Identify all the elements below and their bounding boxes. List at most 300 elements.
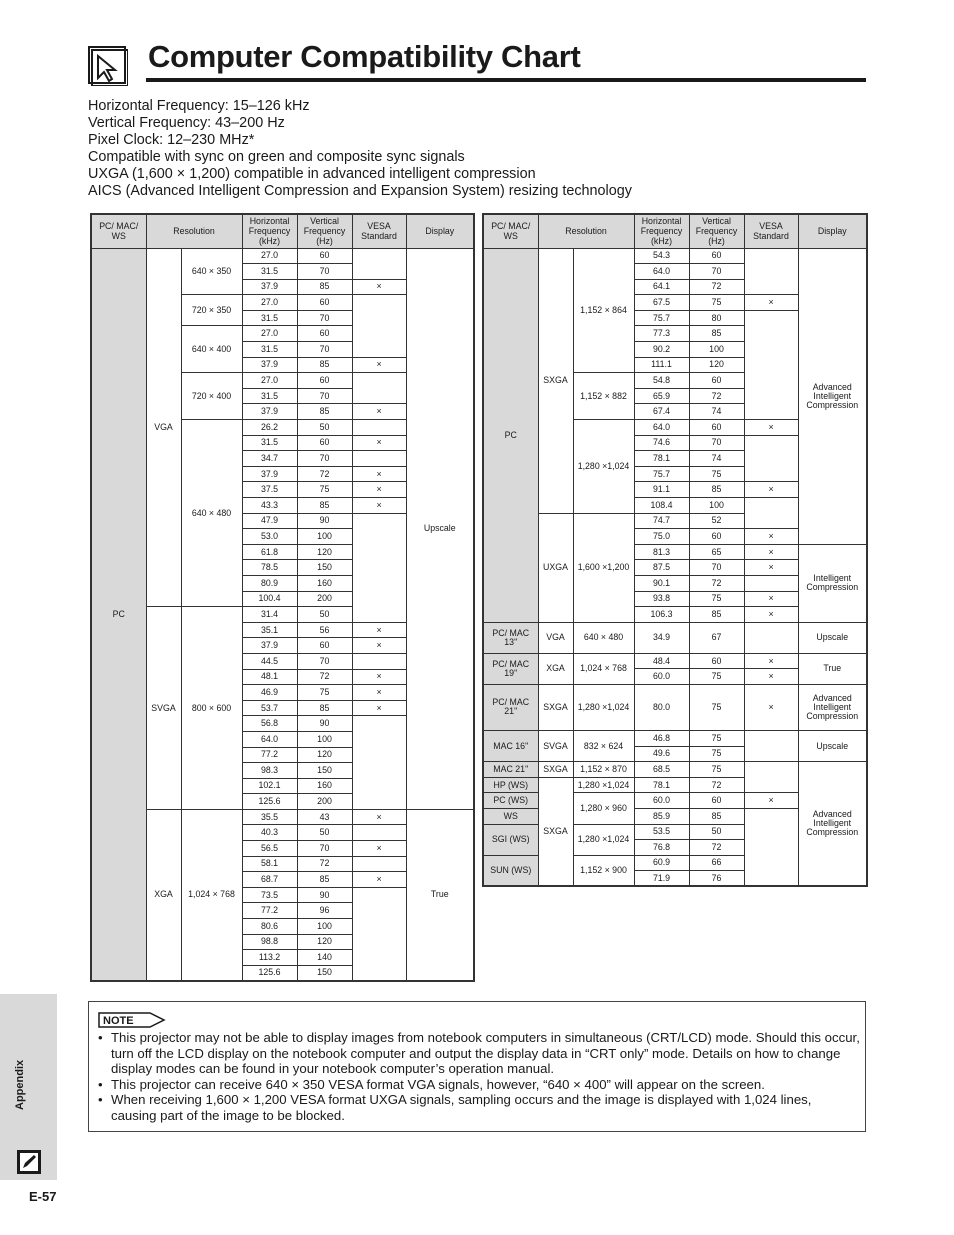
table-row	[483, 653, 867, 669]
horizontal-frequency: 60.0	[634, 669, 689, 685]
horizontal-frequency: 75.7	[634, 466, 689, 482]
display-mode: Advanced Intelligent Compression	[798, 248, 867, 544]
spec-list	[88, 98, 888, 200]
horizontal-frequency: 40.3	[242, 825, 297, 841]
vesa-standard	[352, 825, 406, 841]
vesa-standard: ×	[744, 669, 798, 685]
horizontal-frequency: 31.5	[242, 435, 297, 451]
vesa-standard	[744, 248, 798, 295]
pc-category: HP (WS)	[483, 777, 538, 793]
resolution: 720 × 350	[181, 295, 242, 326]
horizontal-frequency: 35.5	[242, 809, 297, 825]
horizontal-frequency: 46.9	[242, 685, 297, 701]
vesa-standard: ×	[352, 872, 406, 888]
vertical-frequency: 50	[689, 824, 744, 840]
horizontal-frequency: 108.4	[634, 498, 689, 514]
vertical-frequency: 67	[689, 622, 744, 653]
vesa-standard	[744, 498, 798, 529]
horizontal-frequency: 78.5	[242, 560, 297, 576]
vertical-frequency: 70	[297, 310, 352, 326]
vertical-frequency: 160	[297, 575, 352, 591]
vertical-frequency: 74	[689, 404, 744, 420]
vertical-frequency: 70	[689, 560, 744, 576]
signal-mode: XGA	[538, 653, 573, 684]
vertical-frequency: 72	[689, 840, 744, 856]
note-item: • This projector can receive 640 × 350 VESA format VGA signals, however, “640 × 400” will appear on the screen.	[98, 1077, 860, 1093]
page-header	[88, 40, 866, 86]
horizontal-frequency: 60.9	[634, 855, 689, 871]
pen-icon	[17, 1150, 41, 1174]
horizontal-frequency: 58.1	[242, 856, 297, 872]
title-rule	[146, 78, 866, 82]
header-vertical-frequency: Vertical Frequency (Hz)	[689, 214, 744, 248]
resolution: 640 × 400	[181, 326, 242, 373]
vertical-frequency: 75	[689, 746, 744, 762]
vertical-frequency: 90	[297, 513, 352, 529]
vertical-frequency: 100	[689, 342, 744, 358]
pc-category: MAC 16"	[483, 730, 538, 761]
vesa-standard: ×	[744, 560, 798, 576]
horizontal-frequency: 125.6	[242, 794, 297, 810]
vertical-frequency: 85	[689, 326, 744, 342]
spec-line: Horizontal Frequency: 15–126 kHz	[88, 98, 310, 114]
vertical-frequency: 65	[689, 544, 744, 560]
horizontal-frequency: 27.0	[242, 248, 297, 264]
resolution: 1,600 ×1,200	[573, 513, 634, 622]
vesa-standard: ×	[744, 653, 798, 669]
resolution: 832 × 624	[573, 730, 634, 761]
vertical-frequency: 150	[297, 965, 352, 981]
vertical-frequency: 50	[297, 825, 352, 841]
header-display: Display	[798, 214, 867, 248]
vesa-standard: ×	[744, 793, 798, 809]
horizontal-frequency: 34.7	[242, 451, 297, 467]
header-pc-mac-ws: PC/ MAC/ WS	[91, 214, 146, 248]
vertical-frequency: 85	[297, 357, 352, 373]
vesa-standard: ×	[744, 529, 798, 545]
header-horizontal-frequency: Horizontal Frequency (kHz)	[634, 214, 689, 248]
vertical-frequency: 85	[689, 607, 744, 623]
vertical-frequency: 72	[689, 575, 744, 591]
horizontal-frequency: 37.9	[242, 638, 297, 654]
vertical-frequency: 85	[297, 872, 352, 888]
display-mode: Upscale	[798, 622, 867, 653]
vertical-frequency: 75	[297, 685, 352, 701]
signal-mode: XGA	[146, 809, 181, 981]
vesa-standard	[744, 808, 798, 886]
vertical-frequency: 72	[297, 669, 352, 685]
vertical-frequency: 80	[689, 310, 744, 326]
table-row	[91, 809, 474, 825]
vertical-frequency: 60	[297, 326, 352, 342]
vesa-standard	[352, 653, 406, 669]
horizontal-frequency: 46.8	[634, 730, 689, 746]
page-number: E-57	[29, 1189, 57, 1204]
vertical-frequency: 60	[689, 420, 744, 436]
horizontal-frequency: 74.6	[634, 435, 689, 451]
pc-category: PC	[91, 248, 146, 981]
horizontal-frequency: 31.5	[242, 310, 297, 326]
horizontal-frequency: 47.9	[242, 513, 297, 529]
vertical-frequency: 85	[689, 482, 744, 498]
resolution: 640 × 480	[181, 420, 242, 607]
horizontal-frequency: 48.1	[242, 669, 297, 685]
vesa-standard	[744, 310, 798, 419]
horizontal-frequency: 67.4	[634, 404, 689, 420]
resolution: 1,024 × 768	[573, 653, 634, 684]
vertical-frequency: 60	[689, 653, 744, 669]
vertical-frequency: 72	[297, 856, 352, 872]
horizontal-frequency: 90.1	[634, 575, 689, 591]
pc-category: MAC 21"	[483, 762, 538, 778]
vesa-standard: ×	[352, 685, 406, 701]
vertical-frequency: 120	[297, 934, 352, 950]
table-row	[483, 762, 867, 778]
vertical-frequency: 60	[297, 248, 352, 264]
vesa-standard: ×	[352, 466, 406, 482]
vertical-frequency: 60	[689, 793, 744, 809]
horizontal-frequency: 81.3	[634, 544, 689, 560]
horizontal-frequency: 65.9	[634, 388, 689, 404]
horizontal-frequency: 49.6	[634, 746, 689, 762]
vesa-standard	[744, 730, 798, 761]
signal-mode: VGA	[538, 622, 573, 653]
resolution: 1,280 × 960	[573, 793, 634, 824]
table-row	[483, 248, 867, 264]
horizontal-frequency: 85.9	[634, 808, 689, 824]
pc-category: PC	[483, 248, 538, 622]
vertical-frequency: 75	[689, 730, 744, 746]
vesa-standard	[744, 575, 798, 591]
vertical-frequency: 70	[297, 451, 352, 467]
vertical-frequency: 74	[689, 451, 744, 467]
pc-category: SUN (WS)	[483, 855, 538, 886]
vertical-frequency: 90	[297, 887, 352, 903]
horizontal-frequency: 64.0	[634, 264, 689, 280]
vertical-frequency: 85	[297, 700, 352, 716]
resolution: 1,152 × 864	[573, 248, 634, 373]
spec-line: UXGA (1,600 × 1,200) compatible in advanced intelligent compression	[88, 166, 536, 182]
header-pc-mac-ws: PC/ MAC/ WS	[483, 214, 538, 248]
resolution: 640 × 480	[573, 622, 634, 653]
horizontal-frequency: 77.3	[634, 326, 689, 342]
horizontal-frequency: 61.8	[242, 544, 297, 560]
vesa-standard	[352, 887, 406, 981]
horizontal-frequency: 31.5	[242, 342, 297, 358]
vesa-standard	[352, 373, 406, 404]
compatibility-table-left	[90, 213, 475, 982]
display-mode: Advanced Intelligent Compression	[798, 684, 867, 730]
vertical-frequency: 150	[297, 763, 352, 779]
vertical-frequency: 140	[297, 950, 352, 966]
horizontal-frequency: 87.5	[634, 560, 689, 576]
vesa-standard	[352, 856, 406, 872]
header-vesa-standard: VESA Standard	[744, 214, 798, 248]
table-row	[483, 684, 867, 730]
vertical-frequency: 56	[297, 622, 352, 638]
vertical-frequency: 150	[297, 560, 352, 576]
vesa-standard: ×	[352, 498, 406, 514]
vertical-frequency: 60	[689, 373, 744, 389]
vertical-frequency: 60	[297, 435, 352, 451]
horizontal-frequency: 31.5	[242, 264, 297, 280]
horizontal-frequency: 64.0	[242, 731, 297, 747]
vertical-frequency: 70	[689, 435, 744, 451]
signal-mode: SXGA	[538, 777, 573, 886]
vertical-frequency: 60	[297, 638, 352, 654]
compatibility-table-right	[482, 213, 868, 887]
vertical-frequency: 66	[689, 855, 744, 871]
vesa-standard: ×	[352, 700, 406, 716]
vertical-frequency: 60	[689, 529, 744, 545]
table-row	[483, 730, 867, 746]
horizontal-frequency: 80.6	[242, 919, 297, 935]
vertical-frequency: 85	[297, 404, 352, 420]
horizontal-frequency: 64.0	[634, 420, 689, 436]
horizontal-frequency: 74.7	[634, 513, 689, 529]
note-item: • When receiving 1,600 × 1,200 VESA format UXGA signals, sampling occurs and the image is displayed with 1,024 lines, causing part of the image to be blocked.	[98, 1092, 860, 1123]
horizontal-frequency: 64.1	[634, 279, 689, 295]
vertical-frequency: 60	[689, 248, 744, 264]
signal-mode: SVGA	[538, 730, 573, 761]
resolution: 1,280 ×1,024	[573, 824, 634, 855]
signal-mode: SXGA	[538, 762, 573, 778]
vertical-frequency: 75	[689, 669, 744, 685]
vertical-frequency: 72	[689, 279, 744, 295]
horizontal-frequency: 76.8	[634, 840, 689, 856]
horizontal-frequency: 37.5	[242, 482, 297, 498]
horizontal-frequency: 27.0	[242, 326, 297, 342]
pc-category: PC/ MAC 21"	[483, 684, 538, 730]
vesa-standard: ×	[744, 544, 798, 560]
vertical-frequency: 75	[689, 466, 744, 482]
vesa-standard: ×	[352, 435, 406, 451]
vesa-standard: ×	[744, 420, 798, 436]
vertical-frequency: 70	[297, 388, 352, 404]
resolution: 800 × 600	[181, 607, 242, 810]
horizontal-frequency: 53.7	[242, 700, 297, 716]
horizontal-frequency: 80.0	[634, 684, 689, 730]
horizontal-frequency: 78.1	[634, 777, 689, 793]
vesa-standard: ×	[352, 669, 406, 685]
vesa-standard: ×	[744, 295, 798, 311]
vesa-standard	[352, 513, 406, 622]
note-item: • This projector may not be able to display images from notebook computers in simultaneous (CRT/LCD) mode. Should this occur, turn off the LCD display on the notebook computer and output the display data in “CRT only” mode. Details on how to change display modes can be found in your notebook computer’s operation manual.	[98, 1030, 860, 1077]
header-resolution: Resolution	[538, 214, 634, 248]
vertical-frequency: 76	[689, 871, 744, 887]
vesa-standard	[352, 295, 406, 357]
horizontal-frequency: 54.3	[634, 248, 689, 264]
horizontal-frequency: 67.5	[634, 295, 689, 311]
vesa-standard: ×	[744, 684, 798, 730]
pc-category: PC/ MAC 19"	[483, 653, 538, 684]
vertical-frequency: 85	[297, 279, 352, 295]
pc-category: PC (WS)	[483, 793, 538, 809]
note-box	[88, 1001, 866, 1132]
vesa-standard	[352, 248, 406, 279]
spec-line: Vertical Frequency: 43–200 Hz	[88, 115, 285, 131]
horizontal-frequency: 53.0	[242, 529, 297, 545]
horizontal-frequency: 43.3	[242, 498, 297, 514]
vertical-frequency: 120	[689, 357, 744, 373]
vertical-frequency: 120	[297, 747, 352, 763]
horizontal-frequency: 80.9	[242, 575, 297, 591]
signal-mode: SXGA	[538, 684, 573, 730]
vertical-frequency: 100	[297, 731, 352, 747]
display-mode: Upscale	[798, 730, 867, 761]
vesa-standard: ×	[352, 622, 406, 638]
resolution: 1,280 ×1,024	[573, 777, 634, 793]
note-arrow-icon	[98, 1012, 166, 1028]
header-resolution: Resolution	[146, 214, 242, 248]
vertical-frequency: 100	[689, 498, 744, 514]
resolution: 1,280 ×1,024	[573, 420, 634, 514]
vesa-standard: ×	[352, 404, 406, 420]
vesa-standard: ×	[352, 809, 406, 825]
horizontal-frequency: 35.1	[242, 622, 297, 638]
resolution: 720 × 400	[181, 373, 242, 420]
vertical-frequency: 100	[297, 529, 352, 545]
signal-mode: SXGA	[538, 248, 573, 513]
horizontal-frequency: 37.9	[242, 404, 297, 420]
horizontal-frequency: 34.9	[634, 622, 689, 653]
appendix-label: Appendix	[14, 1059, 26, 1110]
display-mode: Advanced Intelligent Compression	[798, 762, 867, 887]
vertical-frequency: 52	[689, 513, 744, 529]
vertical-frequency: 70	[297, 653, 352, 669]
vesa-standard	[744, 435, 798, 482]
horizontal-frequency: 93.8	[634, 591, 689, 607]
horizontal-frequency: 54.8	[634, 373, 689, 389]
horizontal-frequency: 60.0	[634, 793, 689, 809]
vertical-frequency: 75	[297, 482, 352, 498]
vertical-frequency: 70	[297, 264, 352, 280]
vertical-frequency: 50	[297, 607, 352, 623]
pc-category: SGI (WS)	[483, 824, 538, 855]
vertical-frequency: 70	[297, 841, 352, 857]
pc-category: PC/ MAC 13"	[483, 622, 538, 653]
vertical-frequency: 50	[297, 420, 352, 436]
vertical-frequency: 75	[689, 295, 744, 311]
display-mode: True	[798, 653, 867, 684]
horizontal-frequency: 75.7	[634, 310, 689, 326]
vertical-frequency: 72	[297, 466, 352, 482]
horizontal-frequency: 68.5	[634, 762, 689, 778]
vesa-standard	[744, 762, 798, 793]
vertical-frequency: 75	[689, 591, 744, 607]
pointer-arrow-icon	[88, 46, 128, 86]
vesa-standard	[352, 451, 406, 467]
horizontal-frequency: 100.4	[242, 591, 297, 607]
note-label: NOTE	[103, 1015, 134, 1027]
spec-line: Compatible with sync on green and composite sync signals	[88, 149, 465, 165]
vertical-frequency: 70	[689, 264, 744, 280]
horizontal-frequency: 27.0	[242, 295, 297, 311]
vesa-standard: ×	[352, 841, 406, 857]
signal-mode: SVGA	[146, 607, 181, 810]
horizontal-frequency: 53.5	[634, 824, 689, 840]
horizontal-frequency: 78.1	[634, 451, 689, 467]
vesa-standard: ×	[352, 482, 406, 498]
vesa-standard: ×	[744, 482, 798, 498]
vertical-frequency: 43	[297, 809, 352, 825]
vertical-frequency: 90	[297, 716, 352, 732]
vertical-frequency: 72	[689, 777, 744, 793]
horizontal-frequency: 90.2	[634, 342, 689, 358]
vertical-frequency: 200	[297, 794, 352, 810]
signal-mode: UXGA	[538, 513, 573, 622]
signal-mode: VGA	[146, 248, 181, 607]
vesa-standard	[352, 420, 406, 436]
header-vertical-frequency: Vertical Frequency (Hz)	[297, 214, 352, 248]
horizontal-frequency: 56.5	[242, 841, 297, 857]
horizontal-frequency: 91.1	[634, 482, 689, 498]
header-vesa-standard: VESA Standard	[352, 214, 406, 248]
vertical-frequency: 160	[297, 778, 352, 794]
horizontal-frequency: 102.1	[242, 778, 297, 794]
resolution: 1,152 × 900	[573, 855, 634, 886]
vertical-frequency: 85	[297, 498, 352, 514]
resolution: 1,280 ×1,024	[573, 684, 634, 730]
vesa-standard: ×	[744, 591, 798, 607]
horizontal-frequency: 31.4	[242, 607, 297, 623]
display-mode: Upscale	[406, 248, 474, 809]
horizontal-frequency: 48.4	[634, 653, 689, 669]
vertical-frequency: 96	[297, 903, 352, 919]
horizontal-frequency: 68.7	[242, 872, 297, 888]
spec-line: AICS (Advanced Intelligent Compression and Expansion System) resizing technology	[88, 183, 632, 199]
display-mode: Intelligent Compression	[798, 544, 867, 622]
horizontal-frequency: 37.9	[242, 466, 297, 482]
horizontal-frequency: 106.3	[634, 607, 689, 623]
vesa-standard: ×	[352, 279, 406, 295]
horizontal-frequency: 77.2	[242, 903, 297, 919]
horizontal-frequency: 31.5	[242, 388, 297, 404]
horizontal-frequency: 26.2	[242, 420, 297, 436]
horizontal-frequency: 73.5	[242, 887, 297, 903]
horizontal-frequency: 56.8	[242, 716, 297, 732]
resolution: 640 × 350	[181, 248, 242, 295]
vertical-frequency: 100	[297, 919, 352, 935]
resolution: 1,152 × 870	[573, 762, 634, 778]
resolution: 1,152 × 882	[573, 373, 634, 420]
horizontal-frequency: 111.1	[634, 357, 689, 373]
resolution: 1,024 × 768	[181, 809, 242, 981]
header-horizontal-frequency: Horizontal Frequency (kHz)	[242, 214, 297, 248]
vesa-standard	[744, 622, 798, 653]
horizontal-frequency: 44.5	[242, 653, 297, 669]
vertical-frequency: 70	[297, 342, 352, 358]
spec-line: Pixel Clock: 12–230 MHz*	[88, 132, 255, 148]
display-mode: True	[406, 809, 474, 981]
vesa-standard: ×	[352, 638, 406, 654]
vertical-frequency: 85	[689, 808, 744, 824]
horizontal-frequency: 98.8	[242, 934, 297, 950]
horizontal-frequency: 77.2	[242, 747, 297, 763]
horizontal-frequency: 98.3	[242, 763, 297, 779]
table-row	[483, 622, 867, 653]
horizontal-frequency: 125.6	[242, 965, 297, 981]
horizontal-frequency: 37.9	[242, 357, 297, 373]
vesa-standard: ×	[352, 357, 406, 373]
vertical-frequency: 75	[689, 684, 744, 730]
vertical-frequency: 200	[297, 591, 352, 607]
horizontal-frequency: 27.0	[242, 373, 297, 389]
vertical-frequency: 120	[297, 544, 352, 560]
note-list	[98, 1030, 860, 1124]
vesa-standard	[352, 716, 406, 810]
horizontal-frequency: 75.0	[634, 529, 689, 545]
